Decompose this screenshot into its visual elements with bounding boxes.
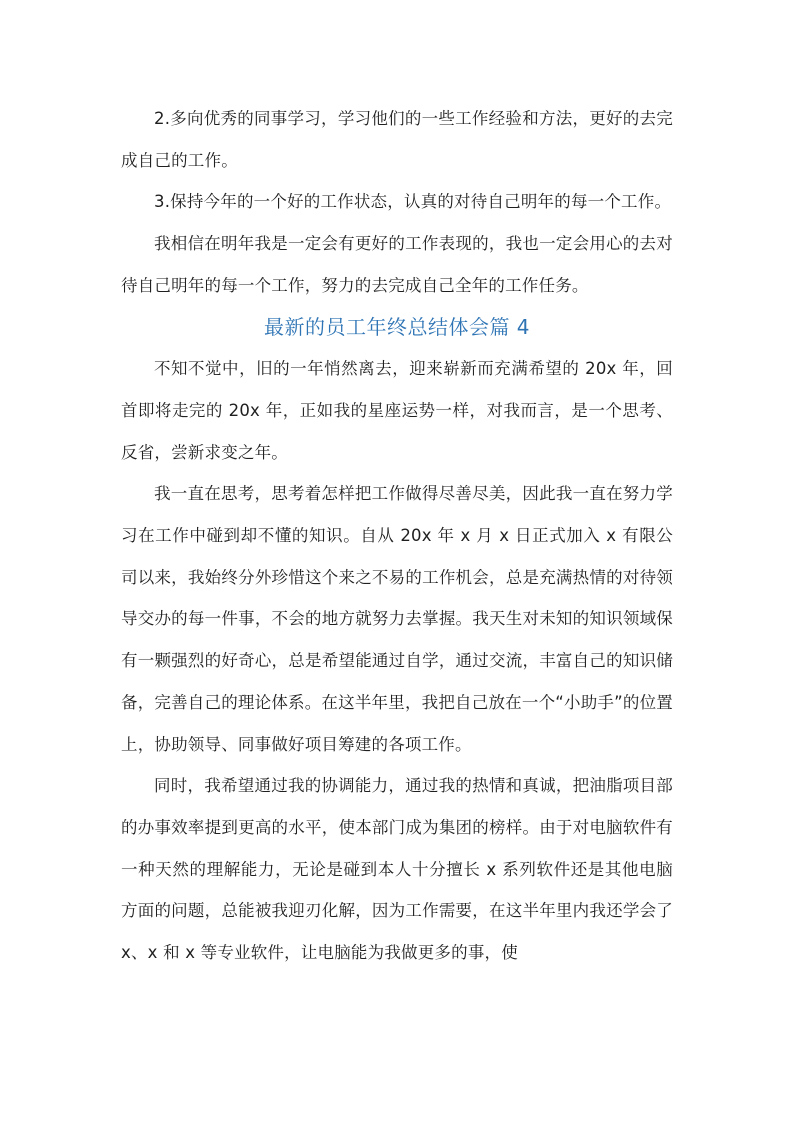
document-body	[121, 98, 673, 974]
paragraph-keep-work-state: 3.保持今年的一个好的工作状态，认真的对待自己明年的每一个工作。	[154, 192, 672, 212]
paragraph-year-reflection: 不知不觉中，旧的一年悄然离去，迎来崭新而充满希望的 20x 年，回首即将走完的 20x 年，正如我的星座运势一样，对我而言，是一个思考、反省，尝新求变之年。	[121, 359, 673, 462]
paragraph-coordination-skills: 同时，我希望通过我的协调能力，通过我的热情和真诚，把油脂项目部的办事效率提到更高的水平，使本部门成为集团的榜样。由于对电脑软件有一种天然的理解能力，无论是碰到本人十分擅长 x 系列软件还是其他电脑方面的问题，总能被我迎刃化解，因为工作需要，在这半年里内我还学会了 x、x 和 x 等专业软件，让电脑能为我做更多的事，使	[121, 776, 673, 963]
paragraph-learning-and-work: 我一直在思考，思考着怎样把工作做得尽善尽美，因此我一直在努力学习在工作中碰到却不懂的知识。自从 20x 年 x 月 x 日正式加入 x 有限公司以来，我始终分外珍惜这个来之不易的工作机会，总是充满热情的对待领导交办的每一件事，不会的地方就努力去掌握。我天生对未知的知识领域保有一颗强烈的好奇心，总是希望能通过自学，通过交流，丰富自己的知识储备，完善自己的理论体系。在这半年里，我把自己放在一个“小助手”的位置上，协助领导、同事做好项目筹建的各项工作。	[121, 484, 673, 754]
paragraph-next-year-commitment: 我相信在明年我是一定会有更好的工作表现的，我也一定会用心的去对待自己明年的每一个工作，努力的去完成自己全年的工作任务。	[121, 234, 673, 295]
section-heading: 最新的员工年终总结体会篇 4	[263, 314, 531, 339]
paragraph-learn-from-colleagues: 2.多向优秀的同事学习，学习他们的一些工作经验和方法，更好的去完成自己的工作。	[121, 109, 673, 170]
